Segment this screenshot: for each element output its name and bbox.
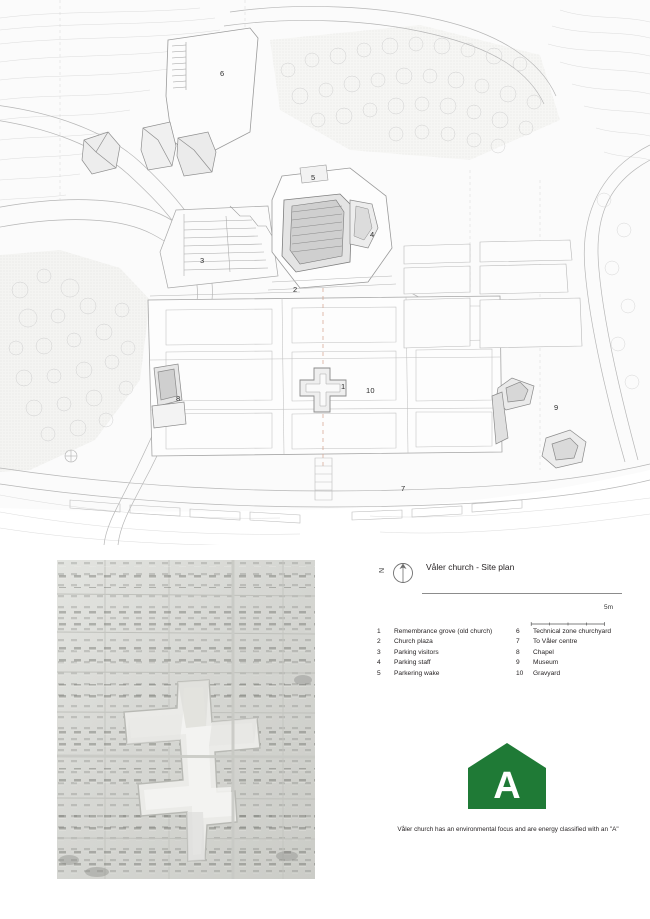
plan-callout-2: 2 bbox=[293, 285, 298, 294]
legend-label: Parking visitors bbox=[394, 648, 439, 656]
legend-item bbox=[377, 637, 500, 647]
plan-title: Våler church - Site plan bbox=[426, 562, 515, 572]
legend-item bbox=[377, 627, 500, 637]
legend-label: Parkering wake bbox=[394, 669, 440, 677]
legend-label: To Våler centre bbox=[533, 638, 578, 646]
plan-callout-3: 3 bbox=[200, 256, 205, 265]
title-divider bbox=[422, 593, 622, 594]
legend-label: Parking staff bbox=[394, 659, 431, 667]
legend-number: 7 bbox=[516, 638, 520, 646]
legend-item bbox=[516, 637, 639, 647]
legend-number: 8 bbox=[516, 648, 520, 656]
house-badge-icon bbox=[466, 741, 548, 811]
legend-item bbox=[516, 669, 639, 679]
legend-number: 9 bbox=[516, 659, 520, 667]
legend-label: Church plaza bbox=[394, 638, 433, 646]
plan-callout-6: 6 bbox=[220, 69, 225, 78]
plan-callout-4: 4 bbox=[370, 230, 375, 239]
energy-class-letter: A bbox=[493, 765, 521, 807]
legend-number: 5 bbox=[377, 669, 381, 677]
legend-number: 2 bbox=[377, 638, 381, 646]
legend-number: 3 bbox=[377, 648, 381, 656]
legend-label: Remembrance grove (old church) bbox=[394, 628, 493, 635]
legend-column-right bbox=[516, 627, 639, 679]
plan-callout-10: 10 bbox=[366, 386, 375, 395]
legend-column-left bbox=[377, 627, 500, 679]
plan-callout-7: 7 bbox=[401, 484, 406, 493]
legend-item bbox=[377, 648, 500, 658]
legend-item bbox=[516, 627, 639, 637]
compass-rose bbox=[380, 558, 416, 590]
legend-label: Museum bbox=[533, 659, 559, 667]
scale-bar-label: 5m bbox=[603, 604, 613, 611]
plan-callout-5: 5 bbox=[311, 173, 316, 182]
energy-class-badge bbox=[466, 741, 548, 811]
legend-item bbox=[516, 648, 639, 658]
compass-north-label: N bbox=[379, 567, 387, 574]
aerial-photo-svg bbox=[57, 560, 315, 879]
legend-item bbox=[377, 669, 500, 679]
legend bbox=[377, 627, 639, 679]
legend-number: 4 bbox=[377, 659, 381, 667]
legend-number: 10 bbox=[516, 669, 524, 677]
scale-bar bbox=[522, 622, 614, 626]
aerial-photo-graveyard bbox=[57, 560, 315, 879]
plan-callout-8: 8 bbox=[176, 394, 181, 403]
legend-item bbox=[377, 658, 500, 668]
compass-icon bbox=[390, 560, 416, 586]
legend-number: 1 bbox=[377, 628, 381, 635]
plan-callout-1: 1 bbox=[341, 382, 346, 391]
legend-number: 6 bbox=[516, 628, 520, 635]
energy-class-caption: Våler church has an environmental focus and are energy classified with an "A" bbox=[397, 826, 619, 833]
title-block bbox=[380, 558, 635, 631]
legend-label: Chapel bbox=[533, 648, 554, 656]
legend-item bbox=[516, 658, 639, 668]
legend-label: Technical zone churchyard bbox=[533, 628, 612, 635]
legend-label: Gravyard bbox=[533, 669, 561, 677]
plan-callout-9: 9 bbox=[554, 403, 559, 412]
